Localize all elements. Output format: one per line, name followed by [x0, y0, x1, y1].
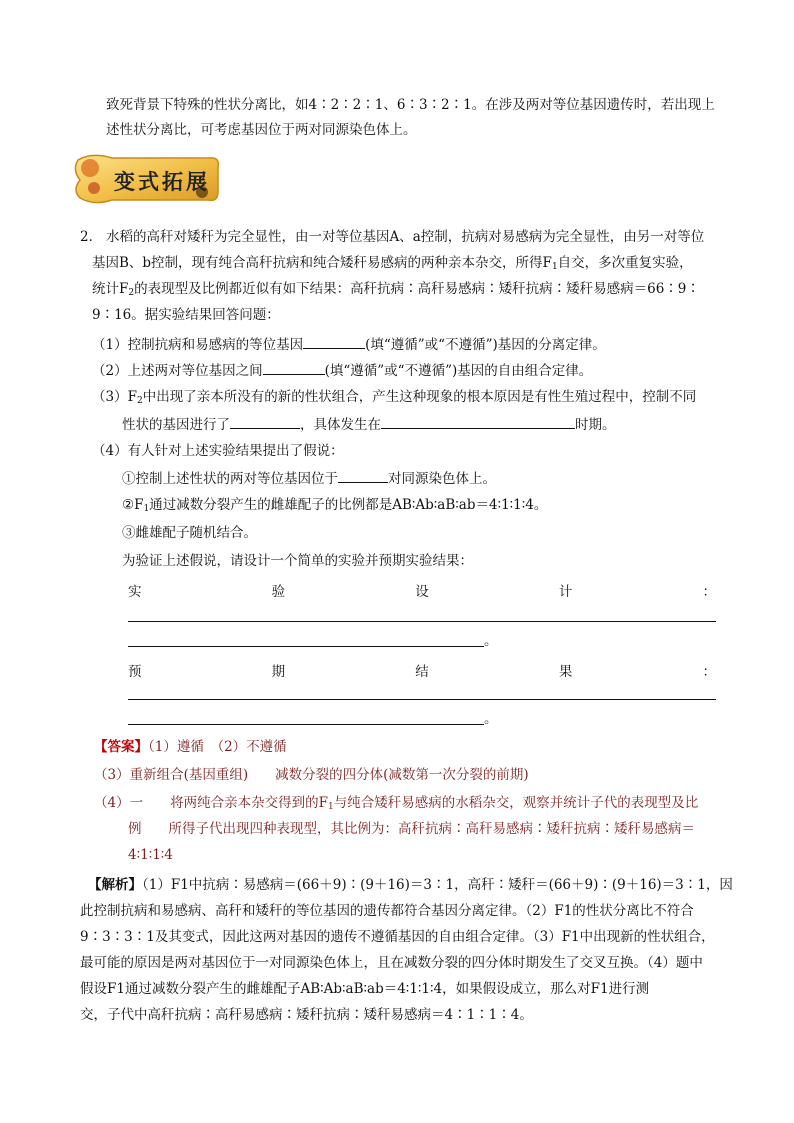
intro-line-2: 述性状分离比，可考虑基因位于两对同源染色体上。	[106, 122, 417, 138]
answer-label: 【答案】	[94, 739, 148, 755]
answer-blank[interactable]	[263, 360, 325, 375]
predict-answer-line[interactable]	[128, 699, 716, 700]
subquestion-2: （2）上述两对等位基因之间 (填“遵循”或“不遵循”)基因的自由组合定律。	[92, 360, 592, 380]
predict-period: 。	[484, 711, 498, 727]
answer-line-3: （3）重新组合(基因重组) 减数分裂的四分体(减数第一次分裂的前期)	[94, 767, 529, 783]
answer-line-4-cont: 例 所得子代出现四种表现型，其比例为：高秆抗病∶高秆易感病∶矮秆抗病∶矮秆易感病＝	[128, 821, 695, 837]
question-number: 2．	[80, 229, 103, 245]
answer-blank[interactable]	[303, 334, 365, 349]
subquestion-1: （1）控制抗病和易感病的等位基因 (填“遵循”或“不遵循”)基因的分离定律。	[92, 334, 606, 354]
question-stem-4: 9∶16。据实验结果回答问题：	[92, 307, 280, 323]
hypothesis-2: $②F_1$通过减数分裂产生的雌雄配子的比例都是AB∶Ab∶aB∶ab＝4∶1∶1∶4。	[122, 497, 548, 514]
hypothesis-1: ①控制上述性状的两对等位基因位于 对同源染色体上。	[122, 468, 496, 488]
answer-line-4-ratio: 4∶1∶1∶4	[128, 847, 173, 863]
hypothesis-3: ③雌雄配子随机结合。	[122, 525, 257, 541]
predict-answer-line-2[interactable]	[128, 724, 484, 725]
solution-line-1: 【解析】（1）F1中抗病∶易感病＝(66＋9)∶(9＋16)＝3∶1，高秆∶矮秆＝(66＋9)∶(9＋16)＝3∶1，因	[88, 877, 733, 893]
solution-label: 【解析】	[88, 877, 142, 893]
design-answer-line-2[interactable]	[128, 646, 484, 647]
answer-blank[interactable]	[381, 414, 575, 429]
verify-instruction: 为验证上述假说，请设计一个简单的实验并预期实验结果：	[122, 553, 473, 569]
solution-line-5: 假设F1通过减数分裂产生的雌雄配子AB∶Ab∶aB∶ab＝4∶1∶1∶4，如果假设成立，那么对F1进行测	[80, 981, 650, 997]
answer-blank[interactable]	[230, 414, 300, 429]
intro-line-1: 致死背景下特殊的性状分离比，如4∶2∶2∶1、6∶3∶2∶1。在涉及两对等位基因遗传时，若出现上	[106, 97, 715, 113]
section-banner	[72, 150, 222, 208]
solution-line-2: 此控制抗病和易感病、高秆和矮秆的等位基因的遗传都符合基因分离定律。（2）F1的性状分离比不符合	[80, 903, 694, 919]
question-stem-2: 基因B、b控制，现有纯合高秆抗病和纯合矮秆易感病的两种亲本杂交，所得$F_1$自交，多次重复实验，	[92, 255, 693, 272]
question-stem-1: 水稻的高秆对矮秆为完全显性，由一对等位基因A、a控制，抗病对易感病为完全显性，由另一对等位	[106, 229, 705, 245]
design-period: 。	[484, 633, 498, 649]
design-label-row: 实 验 设 计 ：	[128, 584, 716, 600]
design-answer-line[interactable]	[128, 621, 716, 622]
solution-line-6: 交，子代中高秆抗病∶高秆易感病∶矮秆抗病∶矮秆易感病＝4∶1∶1∶4。	[80, 1007, 533, 1023]
solution-line-3: 9∶3∶3∶1及其变式，因此这两对基因的遗传不遵循基因的自由组合定律。（3）F1中出现新的性状组合，	[80, 929, 715, 945]
banner-title: 变式拓展	[114, 169, 210, 194]
subquestion-3: $(3)F_2$中出现了亲本所没有的新的性状组合，产生这种现象的根本原因是有性生殖过程中，控制不同	[92, 389, 697, 406]
question-stem-3: 统计$F_2$的表现型及比例都近似有如下结果：高秆抗病∶高秆易感病∶矮秆抗病∶矮秆易感病＝66∶9∶	[92, 281, 700, 298]
answer-line-1: 【答案】（1）遵循 （2）不遵循	[94, 739, 287, 755]
answer-line-4: （4）一 将两纯合亲本杂交得到的$F_1$与纯合矮秆易感病的水稻杂交，观察并统计子代的表现型及比	[94, 795, 699, 812]
predict-label-row: 预 期 结 果 ：	[128, 664, 716, 680]
subquestion-4: （4）有人针对上述实验结果提出了假说：	[92, 443, 344, 459]
subquestion-3-cont: 性状的基因进行了 ，具体发生在 时期。	[122, 414, 616, 434]
solution-line-4: 最可能的原因是两对基因位于一对同源染色体上，且在减数分裂的四分体时期发生了交叉互换。（4）题中	[80, 955, 703, 971]
answer-blank[interactable]	[338, 468, 388, 483]
